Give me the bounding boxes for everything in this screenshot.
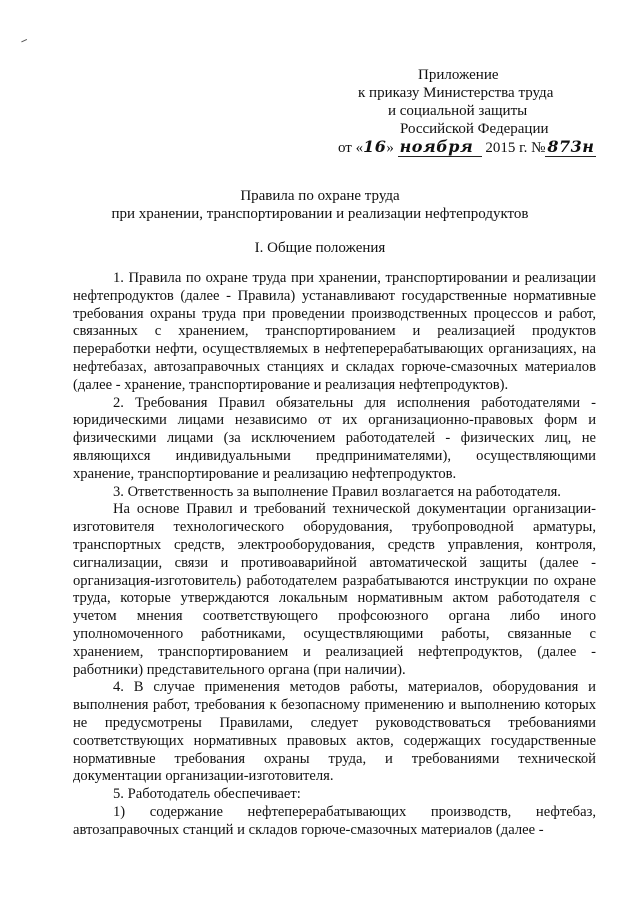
paragraph: 1. Правила по охране труда при хранении, транспортировании и реализации нефтепродуктов (далее - Правила) устанавливают государственные нормативные требования охраны труда при проведении производственных процессов и работ, связанных с хранением, транспортированием и реализацией продуктов переработки нефти, осуществляемых в нефтеперерабатывающих организациях, на нефтебазах, автозаправочных станциях и складах горюче-смазочных материалов (далее - хранение, транспортирование и реализация нефтепродуктов).	[73, 270, 596, 393]
paragraph: 2. Требования Правил обязательны для исполнения работодателями - юридическими лицами независимо от их организационно-правовых форм и физическими лицами (за исключением работодателей - физических лиц, не являющихся индивидуальными предпринимателями), осуществляющими хранение, транспортирование и реализацию нефтепродуктов.	[73, 394, 596, 482]
paragraph: 5. Работодатель обеспечивает:	[113, 786, 301, 803]
appendix-title: Приложение	[418, 67, 499, 83]
order-number: 873н	[547, 137, 595, 156]
document-title-line2: при хранении, транспортировании и реализации нефтепродуктов	[111, 206, 529, 222]
appendix-order-line: к приказу Министерства труда	[358, 85, 554, 101]
paragraph: 1) содержание нефтеперерабатывающих производств, нефтебаз, автозаправочных станций и складов горюче-смазочных материалов (далее -	[73, 803, 596, 838]
paragraph: 3. Ответственность за выполнение Правил возлагается на работодателя.	[113, 483, 561, 500]
appendix-date-line	[338, 138, 598, 157]
paragraph: 4. В случае применения методов работы, материалов, оборудования и выполнения работ, требования к безопасному применению и выполнению которых не предусмотрены Правилами, следует руководствоваться требованиями соответствующих нормативных правовых актов, содержащих государственные нормативные требования охраны труда, и требованиями технической документации организации-изготовителя.	[73, 679, 596, 785]
date-prefix: от «	[338, 140, 364, 156]
date-mid: »	[386, 140, 394, 156]
appendix-ministry-line: и социальной защиты	[388, 103, 528, 119]
document-title-line1: Правила по охране труда	[240, 188, 400, 204]
document-body	[73, 270, 596, 840]
appendix-block	[338, 66, 598, 157]
date-year: 2015 г. №	[485, 140, 546, 156]
section-heading: I. Общие положения	[254, 240, 386, 256]
paragraph: На основе Правил и требований технической документации организации-изготовителя технологического оборудования, трубопроводной арматуры, транспортных средств, электрооборудования, средств управления, контроля, сигнализации, связи и противоаварийной автоматической защиты (далее - организация-изготовитель) работодателем разрабатываются инструкции по охране труда, которые утверждаются локальным нормативным актом работодателя с учетом мнения соответствующего профсоюзного органа либо иного уполномоченного работниками, осуществляющими работы, связанные с хранением, транспортированием и реализацией нефтепродуктов, (далее - работники) представительного органа (при наличии).	[73, 501, 596, 678]
scan-mark	[21, 39, 29, 46]
date-day: 16	[363, 137, 387, 156]
appendix-country-line: Российской Федерации	[400, 121, 549, 137]
date-month: ноября	[398, 138, 482, 157]
